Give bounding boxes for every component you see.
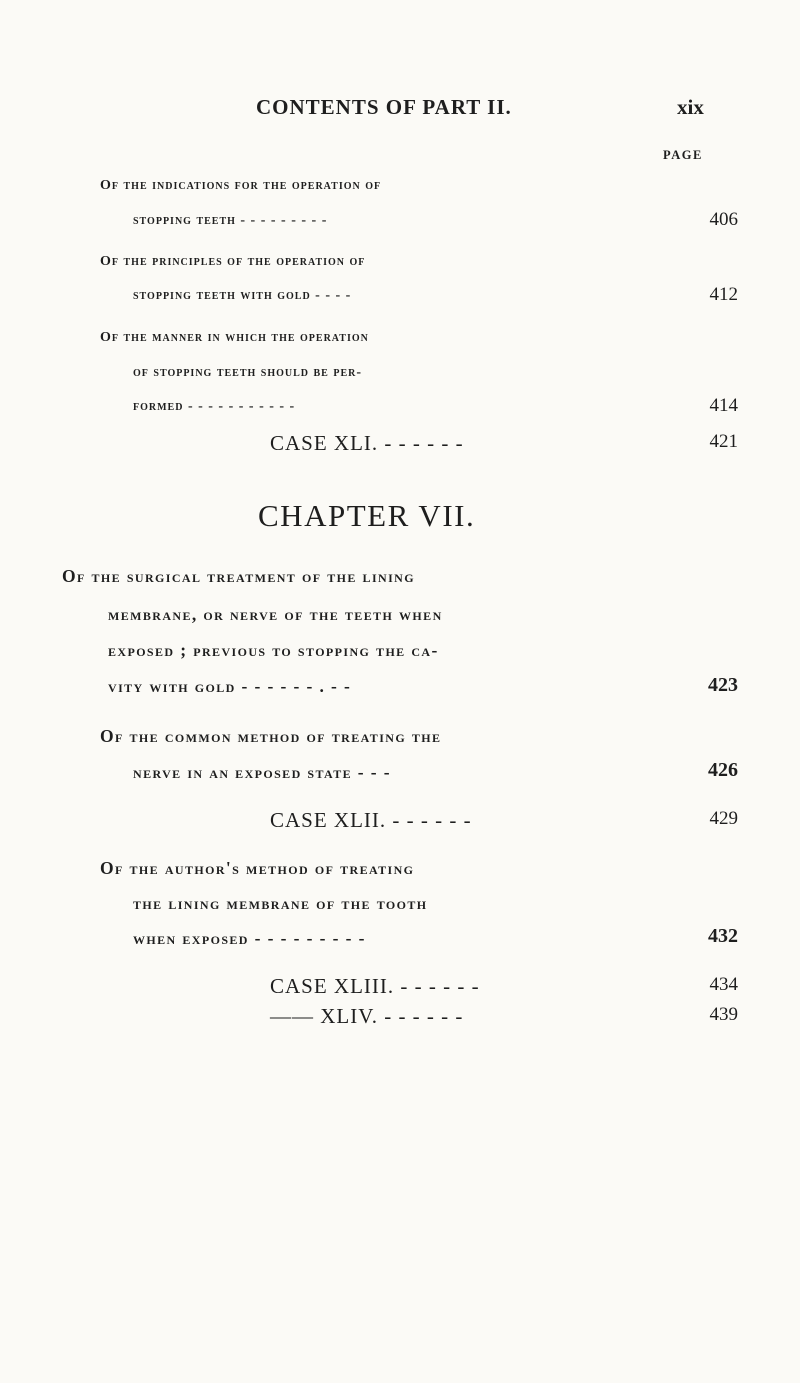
toc-page-number: 439 bbox=[709, 1004, 738, 1025]
toc-page-number: 412 bbox=[709, 284, 738, 305]
toc-entry-line: stopping teeth - - - - - - - - - bbox=[133, 213, 328, 228]
toc-entry-line: Of the manner in which the operation bbox=[100, 330, 369, 345]
toc-entry-line: Of the surgical treatment of the lining bbox=[62, 566, 415, 586]
toc-entry-line: Of the common method of treating the bbox=[100, 726, 442, 746]
toc-page-number: 414 bbox=[709, 395, 738, 416]
toc-page-number: 426 bbox=[708, 759, 738, 781]
toc-page-number: 406 bbox=[709, 209, 738, 230]
toc-page-number: 423 bbox=[708, 674, 738, 696]
toc-entry-line: the lining membrane of the tooth bbox=[133, 893, 428, 913]
page-column-label: PAGE bbox=[663, 148, 703, 162]
toc-entry-line: Of the author's method of treating bbox=[100, 858, 415, 878]
toc-case-line: —— XLIV. - - - - - - bbox=[270, 1004, 464, 1028]
toc-entry-line: of stopping teeth should be per- bbox=[133, 365, 363, 380]
toc-entry-line: vity with gold - - - - - - . - - bbox=[108, 676, 352, 696]
toc-entry-line: stopping teeth with gold - - - - bbox=[133, 288, 352, 303]
toc-page-number: 432 bbox=[708, 925, 738, 947]
toc-page-number: 421 bbox=[709, 431, 738, 452]
toc-case-line: CASE XLI. - - - - - - bbox=[270, 431, 464, 455]
toc-entry-line: nerve in an exposed state - - - bbox=[133, 762, 392, 782]
toc-entry-line: formed - - - - - - - - - - - bbox=[133, 399, 296, 414]
page-folio: xix bbox=[677, 95, 704, 119]
toc-case-line: CASE XLIII. - - - - - - bbox=[270, 974, 480, 998]
toc-entry-line: membrane, or nerve of the teeth when bbox=[108, 604, 443, 624]
toc-entry-line: Of the principles of the operation of bbox=[100, 254, 366, 269]
toc-page-number: 429 bbox=[709, 808, 738, 829]
toc-entry-line: exposed ; previous to stopping the ca- bbox=[108, 640, 439, 660]
chapter-heading: CHAPTER VII. bbox=[258, 498, 476, 533]
toc-entry-line: Of the indications for the operation of bbox=[100, 178, 382, 193]
running-title: CONTENTS OF PART II. bbox=[256, 95, 512, 119]
toc-entry-line: when exposed - - - - - - - - - bbox=[133, 928, 366, 948]
toc-case-line: CASE XLII. - - - - - - bbox=[270, 808, 472, 832]
toc-page-number: 434 bbox=[709, 974, 738, 995]
